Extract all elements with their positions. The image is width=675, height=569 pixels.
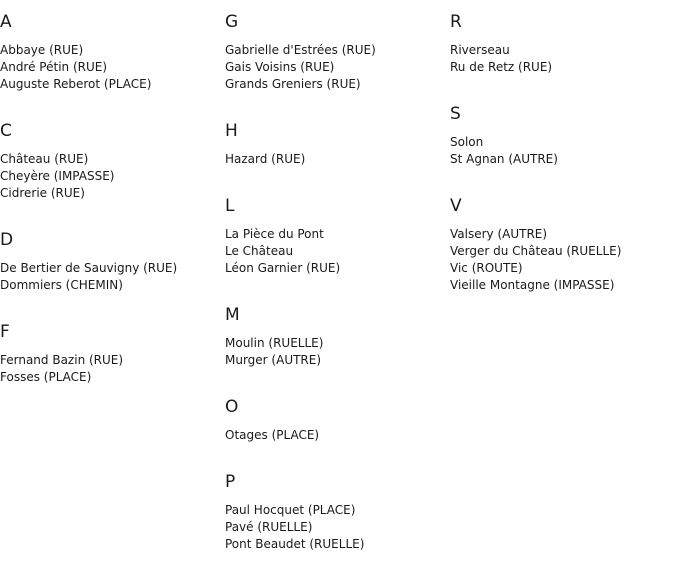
street-link[interactable]: Otages (PLACE) [225,428,320,442]
street-list-item [0,352,225,369]
street-list-item [450,151,675,168]
letter-heading: G [225,12,239,32]
street-list-item [225,42,450,59]
street-list-item [225,427,450,444]
letter-heading: S [450,104,461,124]
street-list-item [225,536,450,553]
street-list-item [0,369,225,386]
street-link[interactable]: Vic (ROUTE) [450,261,523,275]
letter-heading: P [225,472,236,492]
street-list [0,352,225,386]
street-list-item [225,151,450,168]
street-list-item [450,59,675,76]
street-link[interactable]: Gabrielle d'Estrées (RUE) [225,43,376,57]
index-column [225,0,450,569]
letter-heading: R [450,12,462,32]
street-list-item [225,502,450,519]
letter-group [225,472,450,569]
street-list-item [225,352,450,369]
group-spacer [450,168,675,184]
group-spacer [0,93,225,109]
street-list-item [0,168,225,185]
street-link[interactable]: Pont Beaudet (RUELLE) [225,537,365,551]
group-spacer [0,202,225,218]
letter-heading: M [225,305,240,325]
street-list [0,260,225,294]
street-list [225,226,450,277]
street-list-item [225,59,450,76]
street-link[interactable]: Gais Voisins (RUE) [225,60,335,74]
letter-group [0,322,225,402]
street-link[interactable]: Le Château [225,244,294,258]
street-list-item [0,59,225,76]
street-link[interactable]: Fosses (PLACE) [0,370,92,384]
street-link[interactable]: Moulin (RUELLE) [225,336,324,350]
street-link[interactable]: Cidrerie (RUE) [0,186,85,200]
group-spacer [0,294,225,310]
street-list-item [0,76,225,93]
street-list [450,42,675,76]
street-list-item [225,226,450,243]
street-list-item [450,277,675,294]
street-list-item [0,260,225,277]
letter-heading: A [0,12,12,32]
street-list [0,151,225,202]
letter-group [225,121,450,184]
street-link[interactable]: Vieille Montagne (IMPASSE) [450,278,615,292]
street-list [450,134,675,168]
letter-heading: F [0,322,10,342]
letter-group [225,397,450,460]
street-list-item [225,335,450,352]
letter-group [0,121,225,218]
street-list-item [225,519,450,536]
street-link[interactable]: Pavé (RUELLE) [225,520,313,534]
letter-heading: H [225,121,238,141]
street-link[interactable]: Fernand Bazin (RUE) [0,353,124,367]
street-list-item [450,226,675,243]
letter-heading: V [450,196,462,216]
group-spacer [225,553,450,569]
street-list-item [450,134,675,151]
street-link[interactable]: Verger du Château (RUELLE) [450,244,622,258]
street-link[interactable]: Grands Greniers (RUE) [225,77,361,91]
street-link[interactable]: Château (RUE) [0,152,89,166]
street-link[interactable]: Hazard (RUE) [225,152,306,166]
street-list-item [225,260,450,277]
street-list [0,42,225,93]
street-link[interactable]: Riverseau [450,43,510,57]
letter-group [0,12,225,109]
street-link[interactable]: Paul Hocquet (PLACE) [225,503,356,517]
group-spacer [225,444,450,460]
letter-heading: D [0,230,14,250]
street-list-item [0,185,225,202]
street-list-item [0,151,225,168]
group-spacer [225,168,450,184]
street-list-item [225,76,450,93]
letter-group [225,12,450,109]
group-spacer [450,294,675,310]
street-list [225,335,450,369]
street-link[interactable]: Léon Garnier (RUE) [225,261,341,275]
street-link[interactable]: Valsery (AUTRE) [450,227,548,241]
street-list [225,427,450,444]
letter-group [450,196,675,310]
street-list-item [450,260,675,277]
street-link[interactable]: St Agnan (AUTRE) [450,152,558,166]
street-link[interactable]: Murger (AUTRE) [225,353,322,367]
index-column [0,0,225,402]
street-link[interactable]: André Pétin (RUE) [0,60,108,74]
letter-group [450,12,675,92]
street-link[interactable]: Cheyère (IMPASSE) [0,169,115,183]
street-link[interactable]: Abbaye (RUE) [0,43,84,57]
index-column [450,0,675,310]
street-link[interactable]: La Pièce du Pont [225,227,324,241]
letter-group [0,230,225,310]
group-spacer [225,369,450,385]
street-list-item [450,243,675,260]
letter-heading: C [0,121,12,141]
letter-group [225,196,450,293]
letter-heading: O [225,397,239,417]
street-link[interactable]: Solon [450,135,484,149]
street-list [225,502,450,553]
street-link[interactable]: Ru de Retz (RUE) [450,60,553,74]
street-list [450,226,675,294]
letter-heading: L [225,196,235,216]
street-list [225,151,450,168]
group-spacer [225,93,450,109]
letter-group [225,305,450,385]
street-link[interactable]: Dommiers (CHEMIN) [0,278,123,292]
street-list-item [0,42,225,59]
group-spacer [225,277,450,293]
street-list-item [0,277,225,294]
street-list-item [450,42,675,59]
street-list [225,42,450,93]
street-link[interactable]: Auguste Reberot (PLACE) [0,77,152,91]
street-list-item [225,243,450,260]
group-spacer [0,386,225,402]
letter-group [450,104,675,184]
street-link[interactable]: De Bertier de Sauvigny (RUE) [0,261,178,275]
group-spacer [450,76,675,92]
